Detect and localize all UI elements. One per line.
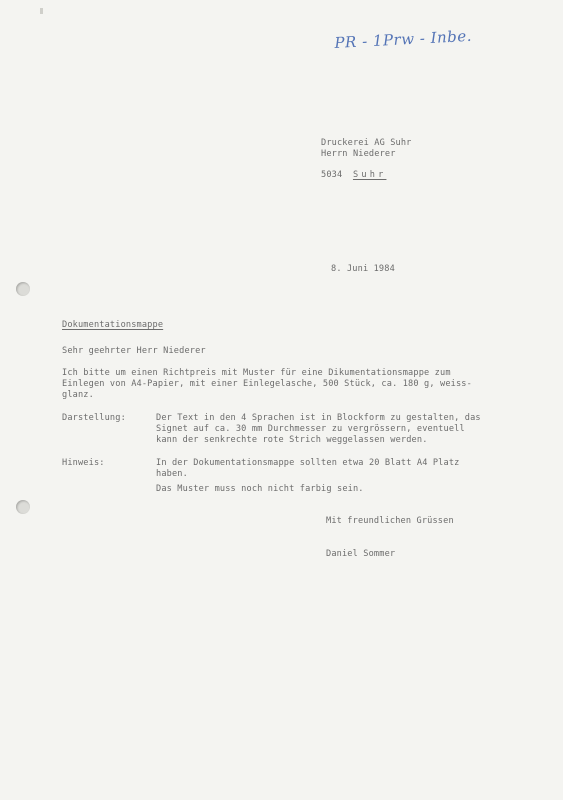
hinweis-label: Hinweis: <box>62 458 105 468</box>
hinweis-line-1: In der Dokumentationsmappe sollten etwa 20 Blatt A4 Platz <box>156 458 460 468</box>
salutation: Sehr geehrter Herr Niederer <box>62 346 206 356</box>
subject-line: Dokumentationsmappe <box>62 320 164 330</box>
body-line-2: Einlegen von A4-Papier, mit einer Einlegelasche, 500 Stück, ca. 180 g, weiss- <box>62 379 472 389</box>
darstellung-line-3: kann der senkrechte rote Strich weggelassen werden. <box>156 435 428 445</box>
paper-mark <box>40 8 43 14</box>
closing: Mit freundlichen Grüssen <box>326 516 454 526</box>
recipient-address <box>321 170 386 181</box>
recipient-company: Druckerei AG Suhr <box>321 138 412 148</box>
punch-hole-bottom <box>16 500 30 514</box>
signature-name: Daniel Sommer <box>326 549 396 559</box>
handwritten-note: PR - 1Prw - Inbe. <box>334 26 473 52</box>
letter-date: 8. Juni 1984 <box>331 264 395 274</box>
punch-hole-top <box>16 282 30 296</box>
darstellung-label: Darstellung: <box>62 413 126 423</box>
body-line-3: glanz. <box>62 390 94 400</box>
hinweis-line-2: haben. <box>156 469 188 479</box>
body-line-1: Ich bitte um einen Richtpreis mit Muster für eine Dikumentationsmappe zum <box>62 368 451 378</box>
darstellung-line-2: Signet auf ca. 30 mm Durchmesser zu vergrössern, eventuell <box>156 424 465 434</box>
recipient-city: Suhr <box>352 170 387 180</box>
recipient-person: Herrn Niederer <box>321 149 396 159</box>
recipient-postcode: 5034 <box>321 170 343 180</box>
darstellung-line-1: Der Text in den 4 Sprachen ist in Blockform zu gestalten, das <box>156 413 481 423</box>
hinweis-line-3: Das Muster muss noch nicht farbig sein. <box>156 484 364 494</box>
